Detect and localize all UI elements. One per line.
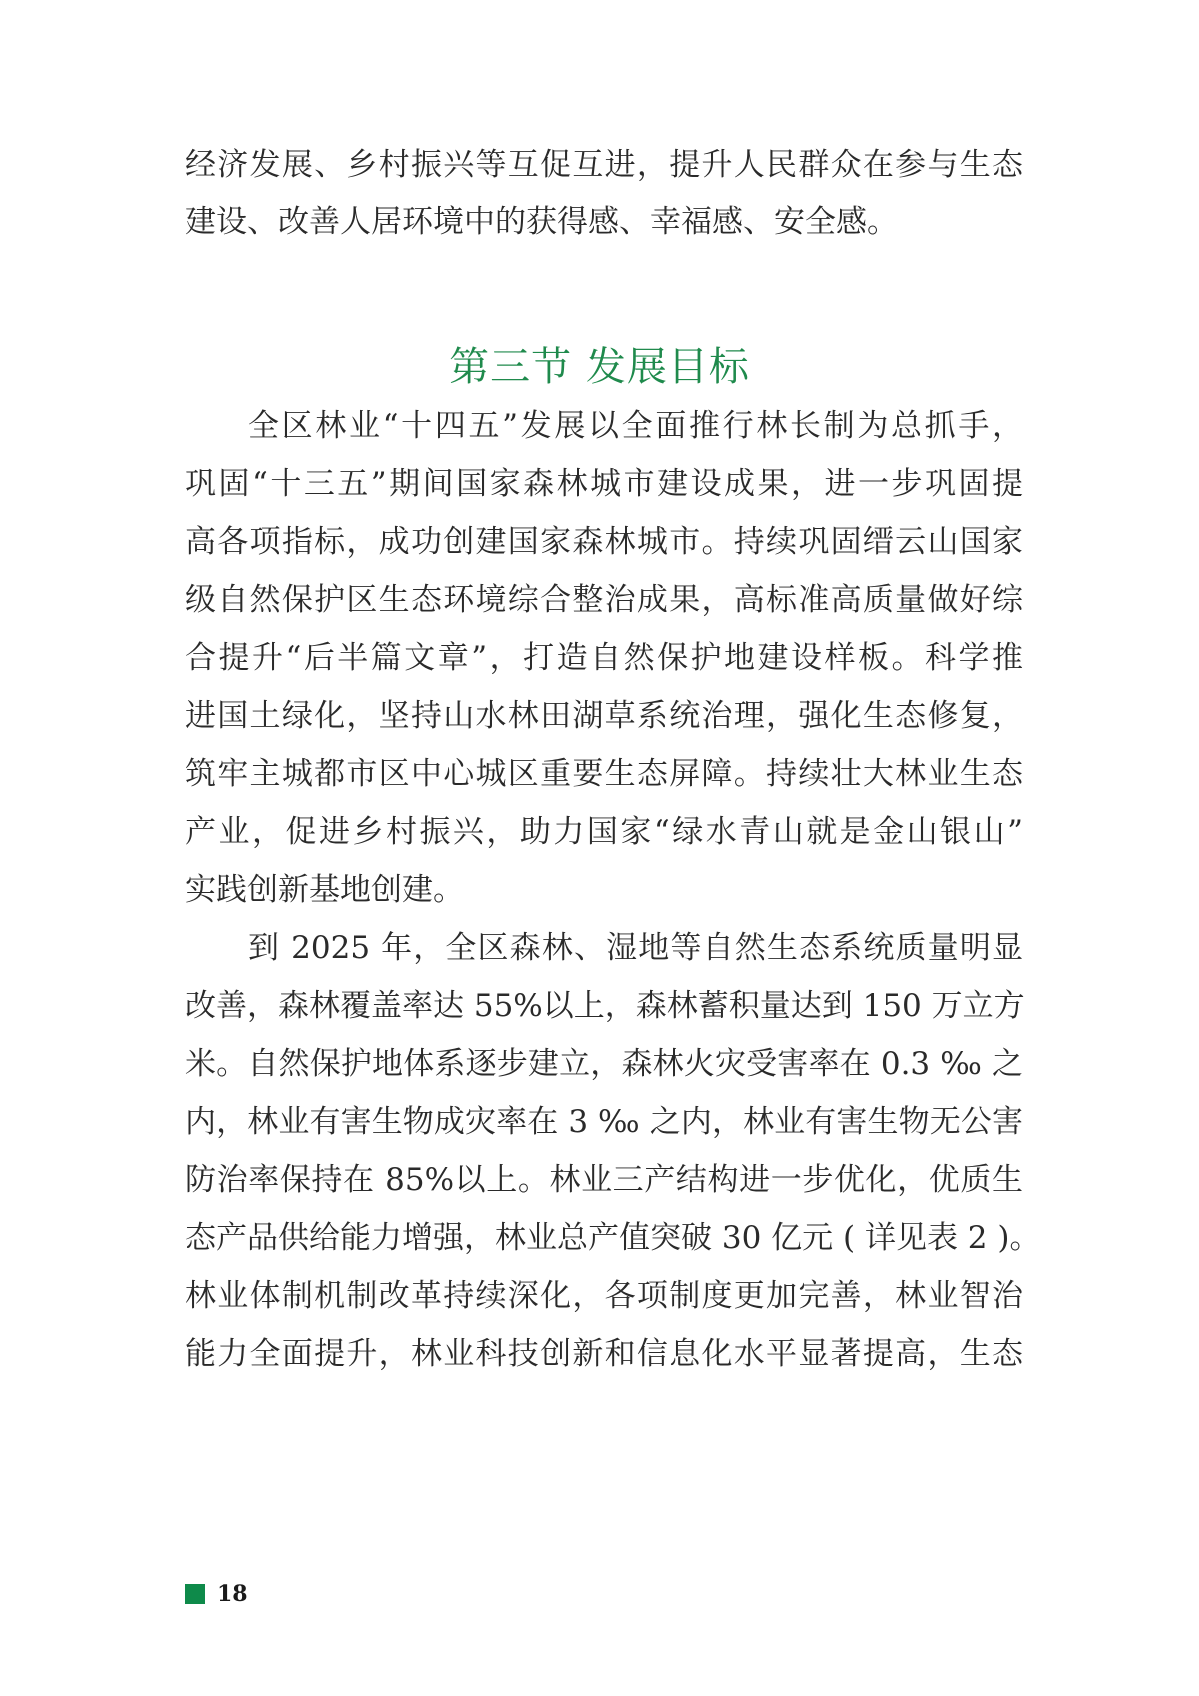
paragraph1-line-3: 高各项指标，成功创建国家森林城市。持续巩固缙云山国家: [185, 524, 1023, 560]
intro-line-2: 建设、改善人居环境中的获得感、幸福感、安全感。: [185, 204, 898, 240]
green-square-marker: [185, 1584, 205, 1604]
paragraph1-line-8: 产业，促进乡村振兴，助力国家“绿水青山就是金山银山”: [185, 814, 1023, 850]
paragraph2-line-8: 能力全面提升，林业科技创新和信息化水平显著提高，生态: [185, 1336, 1023, 1372]
page-footer: [185, 1581, 248, 1607]
page-number: 18: [217, 1581, 248, 1607]
paragraph2-line-2: 改善，森林覆盖率达 55%以上，森林蓄积量达到 150 万立方: [185, 988, 1025, 1024]
intro-line-1: 经济发展、乡村振兴等互促互进，提升人民群众在参与生态: [185, 147, 1023, 183]
paragraph1-line-2: 巩固“十三五”期间国家森林城市建设成果，进一步巩固提: [185, 466, 1023, 502]
section-title: 第三节 发展目标: [449, 344, 750, 390]
paragraph2-line-3: 米。自然保护地体系逐步建立，森林火灾受害率在 0.3 ‰ 之: [185, 1046, 1023, 1082]
paragraph1-line-5: 合提升“后半篇文章”，打造自然保护地建设样板。科学推: [185, 640, 1023, 676]
paragraph1-line-9: 实践创新基地创建。: [185, 872, 464, 908]
paragraph1-line-7: 筑牢主城都市区中心城区重要生态屏障。持续壮大林业生态: [185, 756, 1023, 792]
paragraph2-line-5: 防治率保持在 85%以上。林业三产结构进一步优化，优质生: [185, 1162, 1023, 1198]
paragraph2-line-7: 林业体制机制改革持续深化，各项制度更加完善，林业智治: [185, 1278, 1023, 1314]
paragraph2-line-1: 到 2025 年，全区森林、湿地等自然生态系统质量明显: [248, 930, 1023, 966]
paragraph1-line-4: 级自然保护区生态环境综合整治成果，高标准高质量做好综: [185, 582, 1023, 618]
paragraph2-line-6: 态产品供给能力增强，林业总产值突破 30 亿元 ( 详见表 2 )。: [185, 1220, 1041, 1256]
paragraph2-line-4: 内，林业有害生物成灾率在 3 ‰ 之内，林业有害生物无公害: [185, 1104, 1023, 1140]
paragraph1-line-6: 进国土绿化，坚持山水林田湖草系统治理，强化生态修复，: [185, 698, 1023, 734]
paragraph1-line-1: 全区林业“十四五”发展以全面推行林长制为总抓手，: [248, 408, 1023, 444]
